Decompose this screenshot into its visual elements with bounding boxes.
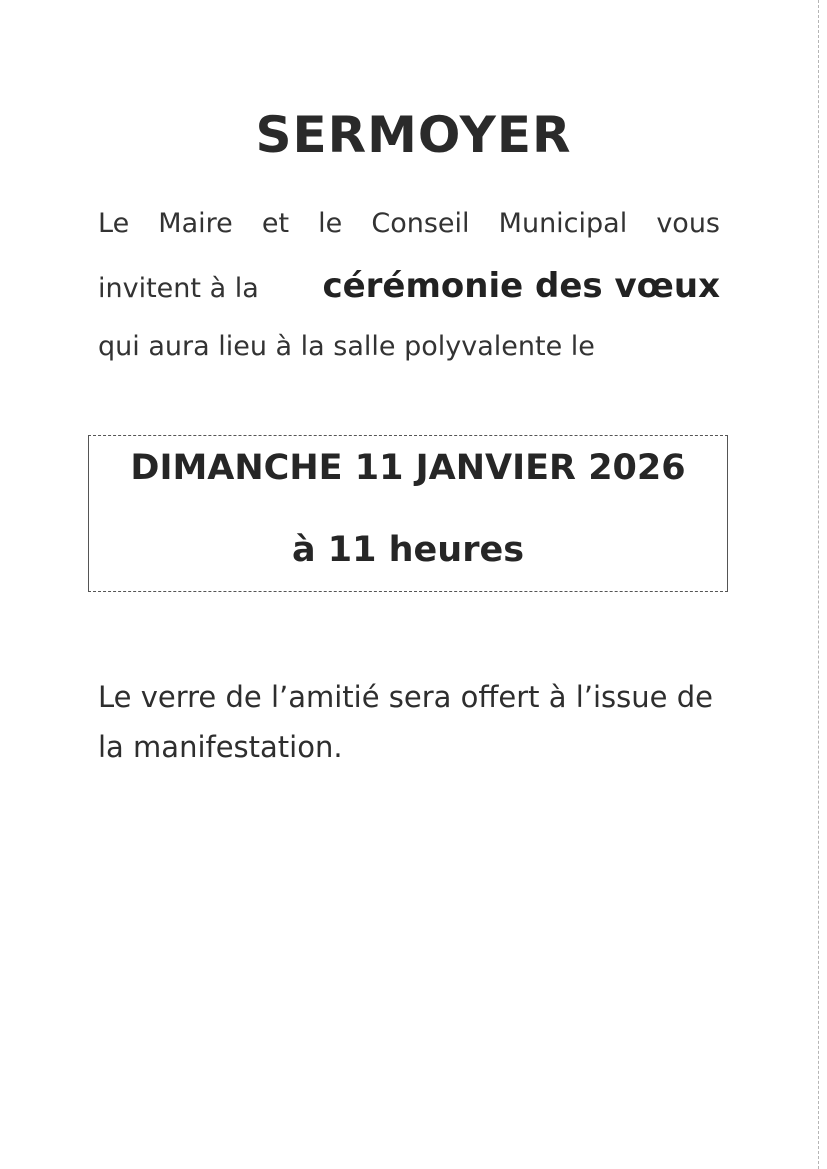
page-title: SERMOYER bbox=[255, 106, 572, 164]
page-scan-edge bbox=[818, 0, 819, 1169]
intro-line-2 bbox=[98, 266, 720, 306]
intro-line-3: qui aura lieu à la salle polyvalente le bbox=[98, 331, 595, 362]
event-date-box bbox=[88, 435, 728, 592]
event-date: DIMANCHE 11 JANVIER 2026 bbox=[130, 448, 686, 488]
intro-line-2-prefix: invitent à la bbox=[98, 273, 259, 304]
ceremony-emphasis: cérémonie des vœux bbox=[322, 266, 720, 306]
intro-line-1: Le Maire et le Conseil Municipal vous bbox=[98, 208, 720, 239]
closing-note: Le verre de l’amitié sera offert à l’issue de la manifestation. bbox=[98, 680, 713, 764]
event-time: à 11 heures bbox=[291, 530, 525, 570]
